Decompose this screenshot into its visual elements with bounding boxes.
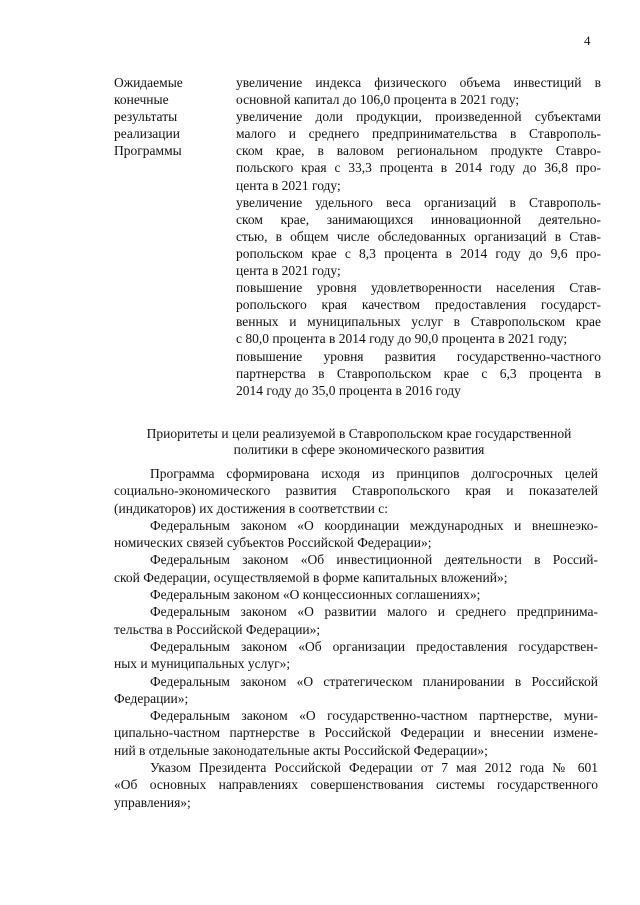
expected-result-line: ропольском крае с 8,3 процента в 2014 году до 9,6 про- xyxy=(236,245,601,261)
expected-result-line: 2014 году до 35,0 процента в 2016 году xyxy=(236,382,461,398)
expected-results-label-line: конечные xyxy=(114,92,169,107)
body-line: (индикаторов) их достижения в соответствии с: xyxy=(114,500,388,516)
section-heading-line: Приоритеты и цели реализуемой в Ставропольском крае государственной xyxy=(146,426,572,441)
page-number: 4 xyxy=(584,33,591,48)
expected-results-label xyxy=(114,74,226,159)
section-heading-line: политики в сфере экономического развития xyxy=(233,441,485,457)
expected-result-line: с 80,0 процента в 2014 году до 90,0 процента в 2021 году; xyxy=(236,331,568,347)
expected-result-line: увеличение доли продукции, произведенной субъектами xyxy=(236,109,601,125)
body-line: тельства в Российской Федерации»; xyxy=(114,621,321,637)
expected-results-label-line: Ожидаемые xyxy=(114,75,183,90)
body-line: ний в отдельные законодательные акты Российской Федерации»; xyxy=(114,742,488,758)
expected-result-line: ском крае, занимающихся инновационной деятельно- xyxy=(236,211,601,227)
expected-result-item xyxy=(236,74,601,108)
body-line: ных и муниципальных услуг»; xyxy=(114,656,291,672)
expected-result-line: ропольского края качеством предоставления государст- xyxy=(236,297,601,313)
body-paragraph xyxy=(114,638,598,673)
expected-result-line: повышение уровня удовлетворенности населения Став- xyxy=(236,280,601,296)
expected-result-line: партнерства в Ставропольском крае с 6,3 процента в xyxy=(236,365,601,381)
expected-result-line: увеличение удельного веса организаций в Ставрополь- xyxy=(236,194,601,210)
body-paragraph xyxy=(114,465,598,517)
body-line: Федеральным законом «О развитии малого и среднего предпринима- xyxy=(150,604,598,620)
body-paragraph xyxy=(114,707,598,759)
body-line: ской Федерации, осуществляемой в форме капитальных вложений»; xyxy=(114,569,508,585)
body-paragraph xyxy=(114,551,598,586)
body-line: Федеральным законом «О концессионных соглашениях»; xyxy=(150,587,481,603)
expected-result-line: цента в 2021 году; xyxy=(236,177,341,193)
expected-result-item xyxy=(236,279,601,347)
expected-result-line: стью, в общем числе обследованных организаций в Став- xyxy=(236,228,601,244)
body-text xyxy=(114,465,598,811)
expected-result-item xyxy=(236,348,601,399)
expected-results-label-line: результаты xyxy=(114,109,178,124)
expected-result-line: польского края с 33,3 процента в 2014 году до 36,8 про- xyxy=(236,160,601,176)
body-line: Федеральным законом «О стратегическом планировании в Российской xyxy=(150,673,598,689)
expected-result-line: ском крае, в валовом региональном продукте Ставро- xyxy=(236,143,601,159)
section-heading xyxy=(114,426,604,457)
expected-result-line: увеличение индекса физического объема инвестиций в xyxy=(236,75,601,90)
expected-results-label-line: Программы xyxy=(114,143,182,158)
body-paragraph xyxy=(114,603,598,638)
body-line: социально-экономического развития Ставропольского края и показателей xyxy=(114,483,598,499)
expected-result-line: основной капитал до 106,0 процента в 2021 году; xyxy=(236,92,520,108)
expected-result-line: повышение уровня развития государственно-частного xyxy=(236,348,601,364)
body-paragraph xyxy=(114,759,598,811)
body-line: Федеральным законом «Об организации предоставления государствен- xyxy=(150,638,598,654)
expected-result-line: цента в 2021 году; xyxy=(236,263,341,279)
body-line: Федеральным законом «О государственно-частном партнерстве, муни- xyxy=(150,708,598,724)
body-line: Федеральным законом «О координации международных и внешнеэко- xyxy=(150,517,598,533)
expected-result-line: малого и среднего предпринимательства в Ставрополь- xyxy=(236,126,601,142)
expected-results-text xyxy=(236,74,601,399)
body-paragraph xyxy=(114,586,598,603)
body-line: «Об основных направлениях совершенствования системы государственного xyxy=(114,777,598,793)
expected-result-item xyxy=(236,194,601,279)
body-paragraph xyxy=(114,673,598,708)
body-line: Федеральным законом «Об инвестиционной деятельности в Россий- xyxy=(150,552,598,568)
expected-result-line: венных и муниципальных услуг в Ставропольском крае xyxy=(236,314,601,330)
body-line: номических связей субъектов Российской Федерации»; xyxy=(114,535,432,551)
body-line: Указом Президента Российской Федерации от 7 мая 2012 года № 601 xyxy=(150,760,598,776)
body-line: управления»; xyxy=(114,794,191,810)
body-line: Федерации»; xyxy=(114,690,189,706)
expected-result-item xyxy=(236,108,601,193)
body-paragraph xyxy=(114,517,598,552)
body-line: Программа сформирована исходя из принципов долгосрочных целей xyxy=(150,466,598,481)
body-line: ципально-частном партнерстве в Российской Федерации и внесении измене- xyxy=(114,725,598,741)
expected-results-label-line: реализации xyxy=(114,126,180,141)
